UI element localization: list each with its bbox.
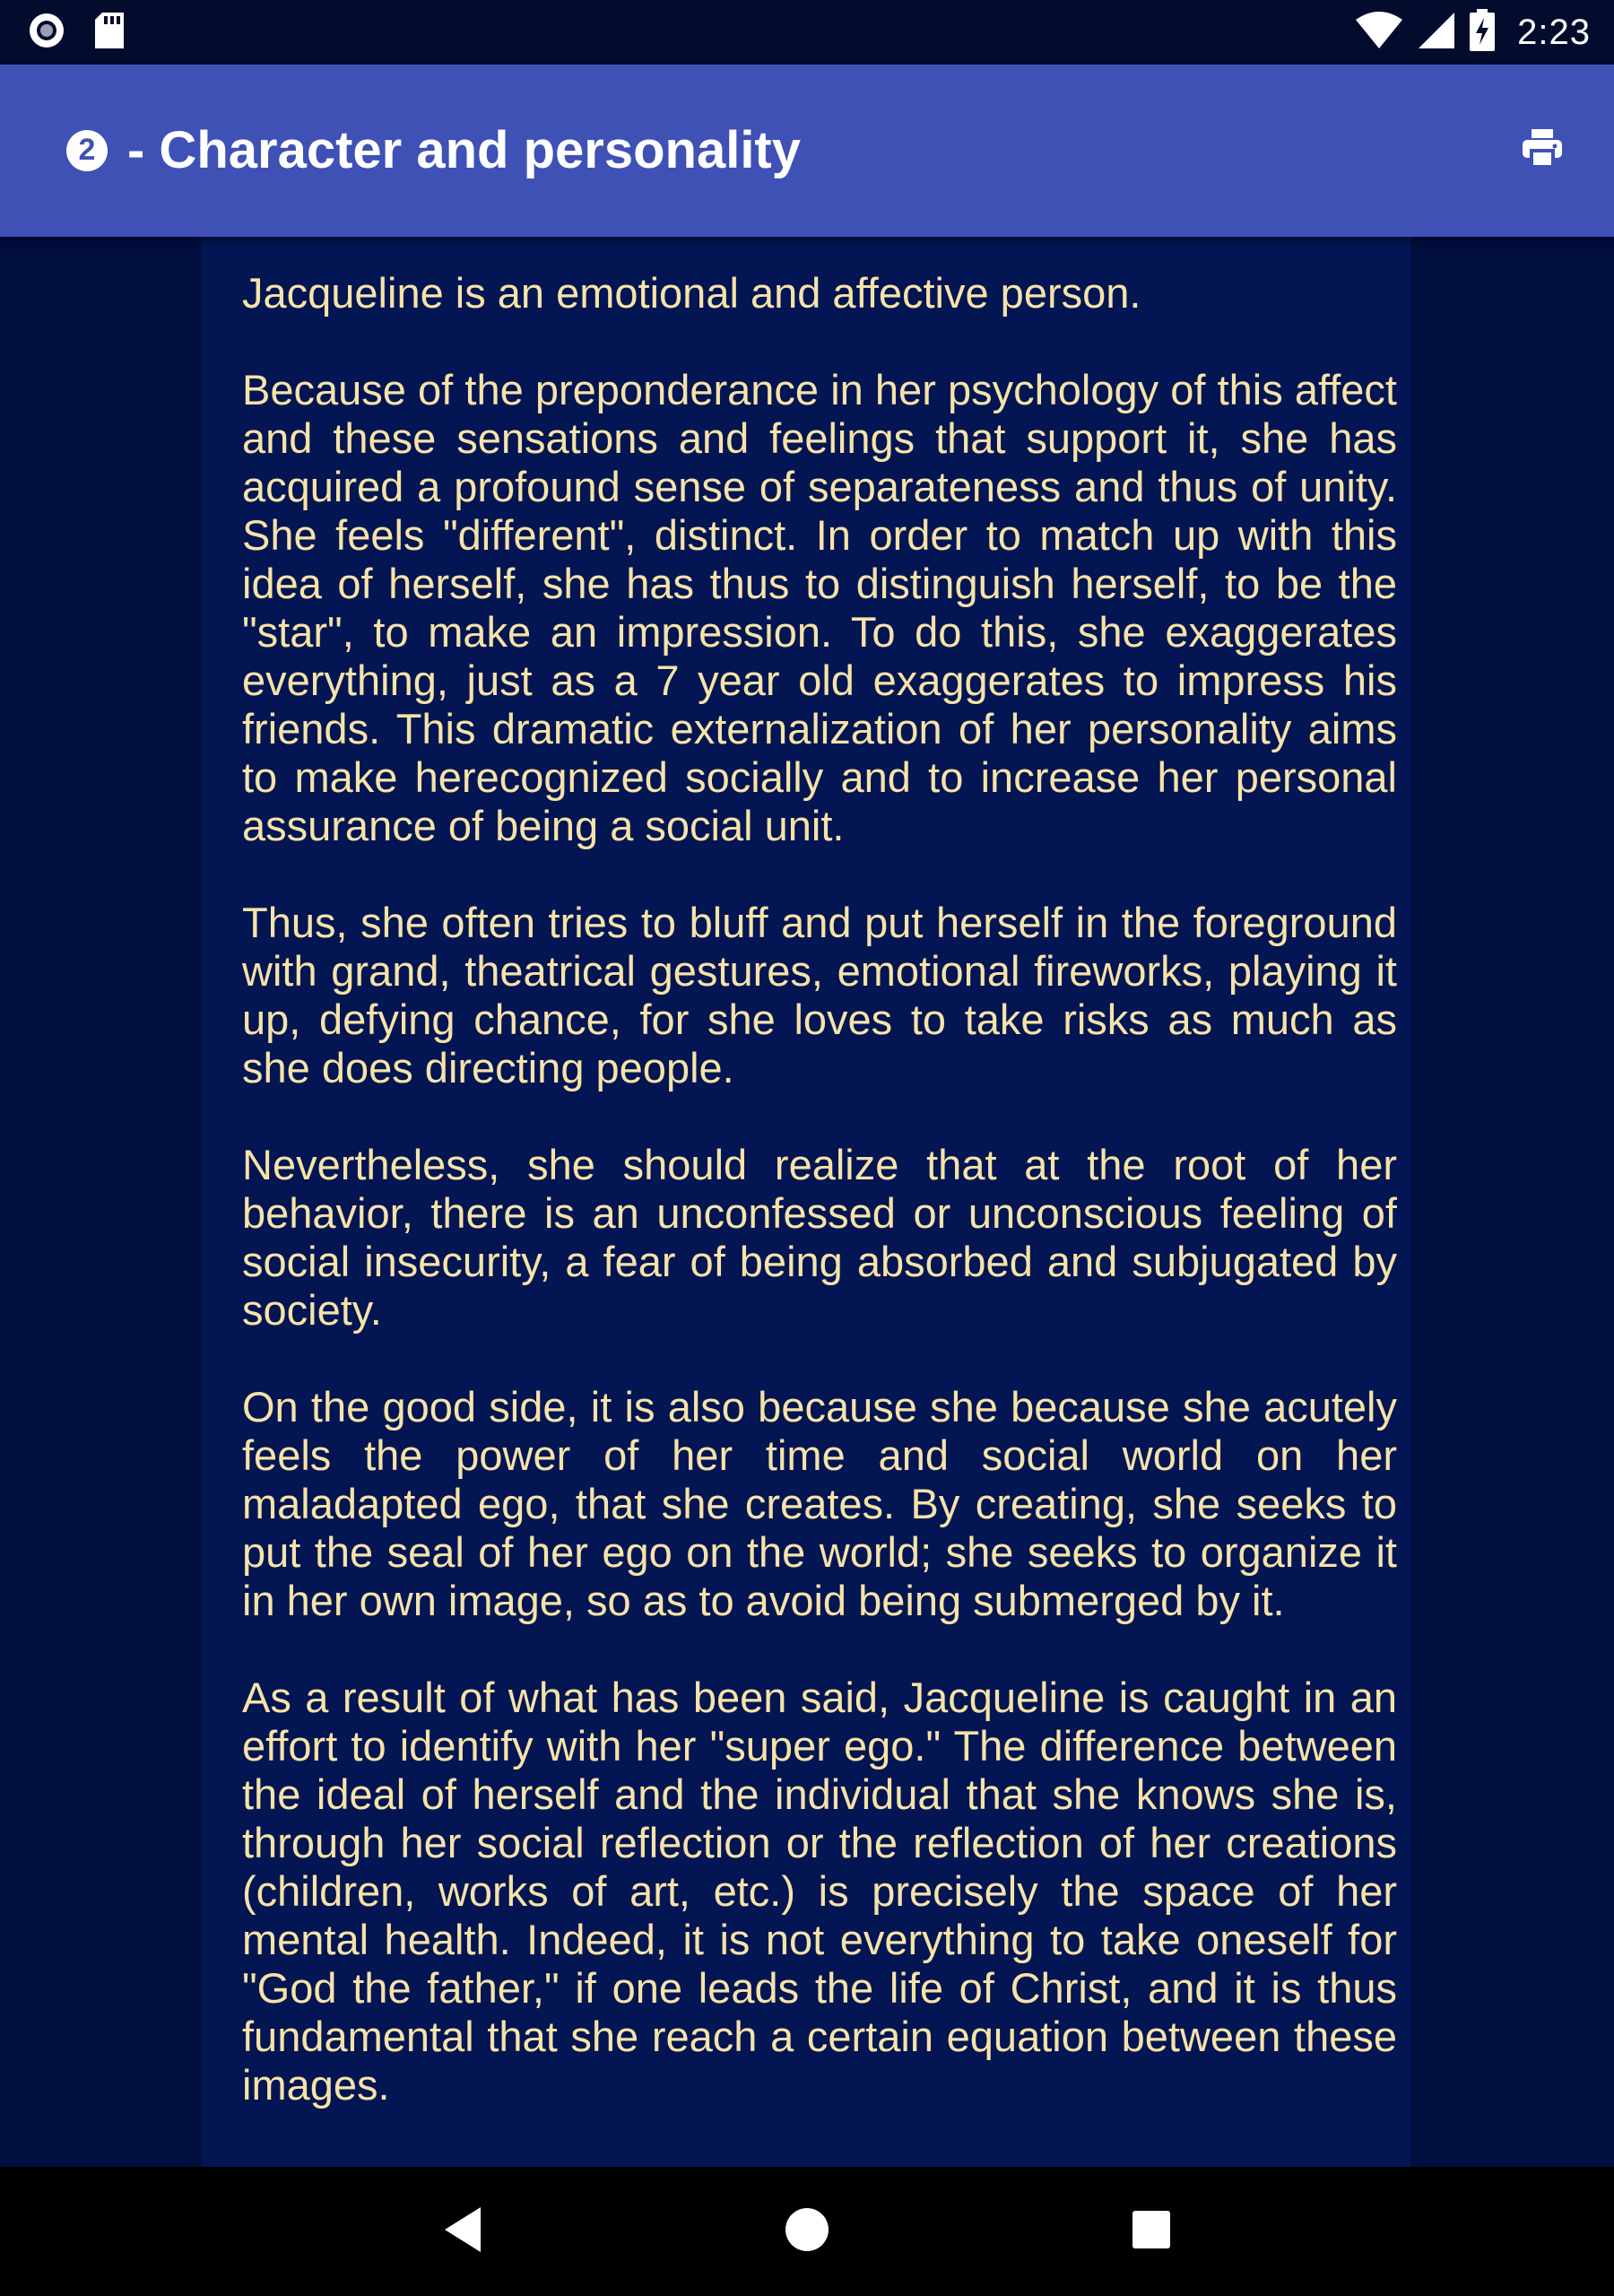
paragraph: Thus, she often tries to bluff and put herself in the foreground with grand, theatrical gestures, emotional fireworks, playing it up, defying chance, for she loves to take risks as much as she does directing people. xyxy=(242,899,1397,1091)
recents-button[interactable] xyxy=(1115,2196,1187,2267)
clock: 2:23 xyxy=(1517,12,1591,52)
sd-card-icon xyxy=(93,11,126,55)
home-button[interactable] xyxy=(771,2196,843,2267)
navigation-bar xyxy=(0,2167,1614,2296)
back-button[interactable] xyxy=(427,2196,499,2267)
paragraph: As a result of what has been said, Jacqueline is caught in an effort to identify with her "super ego." The difference between the ideal of herself and the individual that she knows she is, through her social reflection or the reflection of her creations (children, works of art, etc.) is precisely the space of her mental health. Indeed, it is not everything to take oneself for "God the father," if one leads the life of Christ, and it is thus fundamental that she reach a certain equation between these images. xyxy=(242,1674,1397,2109)
content-panel[interactable] xyxy=(201,237,1411,2167)
home-icon xyxy=(784,2206,830,2257)
record-icon xyxy=(27,11,66,55)
page-title xyxy=(66,120,801,180)
battery-charging-icon xyxy=(1469,9,1496,57)
print-button[interactable] xyxy=(1510,122,1575,179)
print-icon xyxy=(1521,129,1564,173)
back-icon xyxy=(441,2205,484,2258)
wifi-icon xyxy=(1354,11,1404,55)
app-bar xyxy=(0,65,1614,237)
paragraph: Nevertheless, she should realize that at the root of her behavior, there is an unconfessed or unconscious feeling of social insecurity, a fear of being absorbed and subjugated by society. xyxy=(242,1141,1397,1334)
cell-signal-icon xyxy=(1417,11,1456,55)
paragraph: Jacqueline is an emotional and affective person. xyxy=(242,269,1141,317)
chapter-number-badge: 2 xyxy=(66,130,108,171)
status-bar xyxy=(0,0,1614,65)
paragraph: Because of the preponderance in her psychology of this affect and these sensations and feelings that support it, she has acquired a profound sense of separateness and thus of unity. She feels "different", distinct. In order to match up with this idea of herself, she has thus to distinguish herself, to be the "star", to make an impression. To do this, she exaggerates everything, just as a 7 year old exaggerates to impress his friends. This dramatic externalization of her personality aims to make herecognized socially and to increase her personal assurance of being a social unit. xyxy=(242,366,1397,849)
paragraph: On the good side, it is also because she because she acutely feels the power of her time and social world on her maladapted ego, that she creates. By creating, she seeks to put the seal of her ego on the world; she seeks to organize it in her own image, so as to avoid being submerged by it. xyxy=(242,1383,1397,1624)
recents-icon xyxy=(1131,2209,1172,2255)
page-title-text: - Character and personality xyxy=(127,121,801,179)
article-text xyxy=(242,269,1397,2158)
